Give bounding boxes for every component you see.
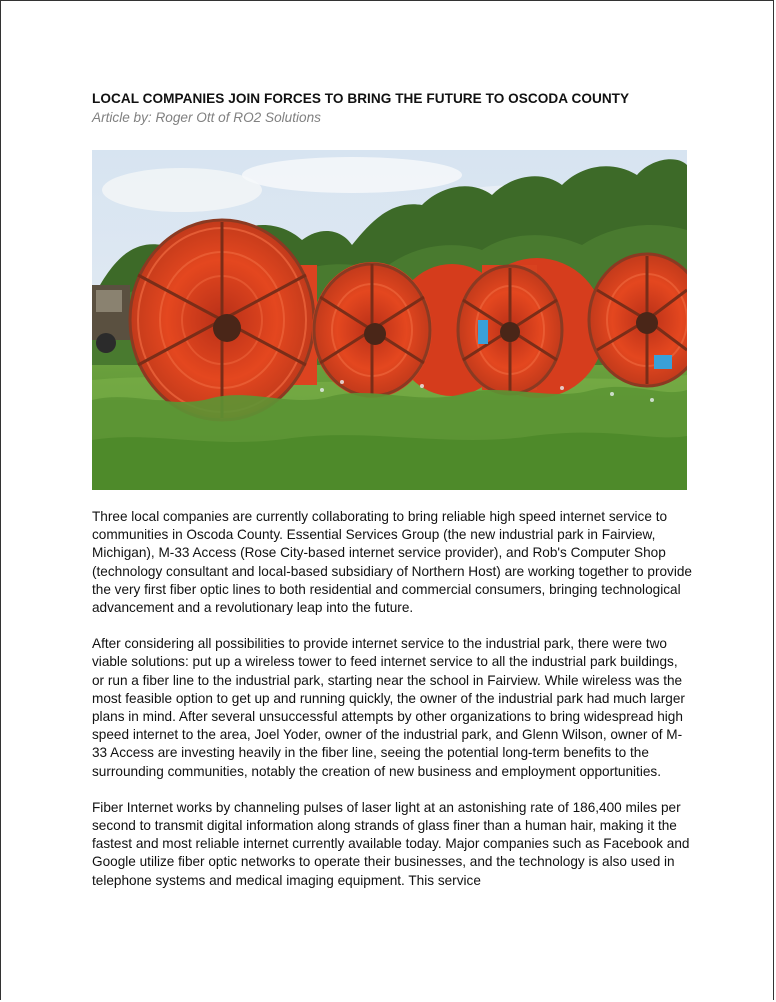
paragraph-3: Fiber Internet works by channeling pulses of laser light at an astonishing rate of 186,400 miles per second to transmit digital information along strands of glass finer than a human hair, making it the fastest and most reliable internet currently available today. Major companies such as Facebook and Google utilize fiber optic networks to operate their businesses, and the technology is also used in telephone systems and medical imaging equipment. This service [92, 799, 690, 888]
article-header [92, 90, 692, 127]
article-body [92, 508, 692, 908]
paragraph-1: Three local companies are currently collaborating to bring reliable high speed internet service to communities in Oscoda County. Essential Services Group (the new industrial park in Fairview, Michigan), M-33 Access (Rose City-based internet service provider), and Rob's Computer Shop (technology consultant and local-based subsidiary of Northern Host) are working together to provide the very first fiber optic lines to both residential and commercial consumers, bringing technological advancement and a revolutionary leap into the future. [92, 509, 692, 616]
article-photo [92, 150, 687, 490]
paragraph-2: After considering all possibilities to provide internet service to the industrial park, there were two viable solutions: put up a wireless tower to feed internet service to all the industrial park buildings, or run a fiber line to the industrial park, starting near the school in Fairview. While wireless was the most feasible option to get up and running quickly, the owner of the industrial park had much larger plans in mind. After several unsuccessful attempts by other organizations to bring widespread high speed internet to the area, Joel Yoder, owner of the industrial park, and Glenn Wilson, owner of M-33 Access are investing heavily in the fiber line, seeing the potential long-term benefits to the surrounding communities, notably the creation of new business and employment opportunities. [92, 636, 685, 779]
fiber-reels-photo [92, 150, 687, 490]
article-title: LOCAL COMPANIES JOIN FORCES TO BRING THE FUTURE TO OSCODA COUNTY [92, 91, 630, 106]
article-byline: Article by: Roger Ott of RO2 Solutions [92, 110, 321, 125]
